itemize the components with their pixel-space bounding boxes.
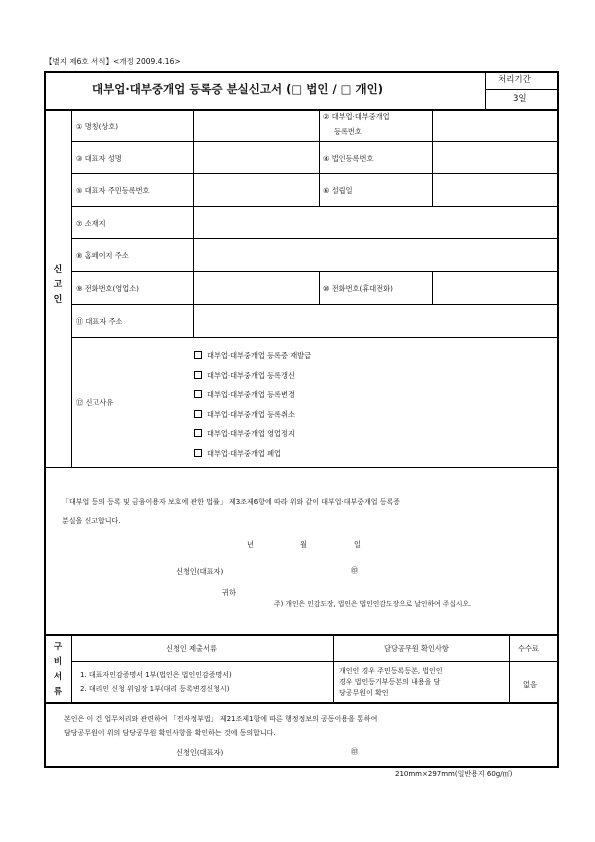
col-fee: 수수료 (518, 644, 539, 653)
checkbox[interactable] (194, 410, 202, 418)
official-check-text: 당공무원이 확인 (339, 689, 389, 697)
doc-item: 2. 대리인 신청 위임장 1부(대리 등록변경신청시) (80, 685, 230, 693)
checkbox[interactable] (194, 390, 202, 398)
official-check-text: 개인인 경우 주민등록등본, 법인인 (339, 667, 443, 675)
divider (432, 110, 433, 207)
reason-label: 대부업·대부중개업 폐업 (207, 448, 282, 458)
side-char: 고 (53, 280, 63, 290)
reason-option[interactable] (194, 346, 311, 366)
input-phone-office[interactable] (195, 273, 317, 303)
side-char: 인 (53, 295, 63, 305)
label-registration-no-2: 등록번호 (334, 127, 362, 136)
input-rep-resident-no[interactable] (195, 175, 317, 205)
row-line (71, 271, 557, 272)
label-name: ① 명칭(상호) (76, 122, 119, 131)
seal-mark: ㊞ (351, 566, 359, 575)
checkbox[interactable] (194, 429, 202, 437)
seal-note: 주) 개인은 인감도장, 법인은 법인인감도장으로 날인하여 주십시오. (274, 600, 472, 608)
row-line (71, 304, 557, 305)
input-phone-mobile[interactable] (434, 273, 556, 303)
label-rep-resident-no: ⑤ 대표자 주민등록번호 (76, 186, 150, 195)
row-line (44, 702, 559, 704)
applicant-label: 신청인(대표자) (176, 567, 224, 576)
label-phone-office: ⑨ 전화번호(영업소) (76, 284, 139, 293)
side-char: 비 (53, 657, 63, 667)
declaration-line-2: 분실을 신고합니다. (62, 517, 121, 525)
divider (509, 635, 510, 703)
input-rep-name[interactable] (195, 143, 317, 172)
border-right (557, 71, 559, 768)
side-char: 류 (53, 687, 63, 697)
border-left (44, 71, 46, 768)
side-label-docs (50, 640, 66, 700)
label-registration-no: ② 대부업·대부중개업 (323, 112, 390, 121)
label-reason: ⑫ 신고사유 (76, 398, 114, 407)
reason-label: 대부업·대부중개업 등록변경 (207, 390, 295, 400)
label-phone-mobile: ⑩ 전화번호(휴대전화) (323, 284, 393, 293)
fee-value: 없음 (523, 680, 537, 689)
divider (319, 271, 320, 304)
input-name[interactable] (195, 112, 317, 140)
divider (193, 110, 194, 337)
divider (485, 89, 557, 90)
divider (485, 71, 486, 110)
divider (71, 635, 72, 703)
processing-value: 3일 (513, 94, 527, 104)
processing-label: 처리기간 (498, 75, 531, 85)
date-day: 일 (354, 540, 361, 549)
divider (44, 109, 559, 111)
row-line (71, 337, 557, 338)
date-year: 년 (247, 540, 254, 549)
input-rep-address[interactable] (195, 306, 556, 336)
input-registration-no[interactable] (434, 112, 556, 140)
label-rep-name: ③ 대표자 성명 (76, 154, 122, 163)
form-title: 대부업·대부중개업 등록증 분실신고서 (□ 법인 / □ 개인) (92, 82, 384, 96)
declaration-line-1: 「대부업 등의 등록 및 금융이용자 보호에 관한 법률」 제3조제6항에 따라 위와 같이 대부업·대부중개업 등록증 (62, 498, 401, 506)
divider (71, 110, 72, 467)
border-top (44, 71, 559, 73)
official-check-text: 경우 법인등기부등본의 내용을 담 (339, 678, 441, 686)
label-corp-reg-no: ④ 법인등록번호 (323, 154, 374, 163)
reason-option[interactable] (194, 444, 311, 464)
row-line (71, 173, 557, 174)
consent-seal: ㊞ (351, 747, 359, 756)
paper-size: 210mm×297mm(일반용지 60g/㎡) (395, 770, 513, 778)
reason-option[interactable] (194, 385, 311, 405)
col-submitted-docs: 신청인 제출서류 (166, 644, 217, 653)
border-bottom (44, 766, 559, 768)
consent-applicant: 신청인(대표자) (176, 748, 224, 757)
label-homepage: ⑧ 홈페이지 주소 (76, 251, 129, 260)
side-char: 서 (53, 672, 63, 682)
input-homepage[interactable] (195, 240, 556, 270)
reason-label: 대부업·대부중개업 영업정지 (207, 429, 295, 439)
label-address: ⑦ 소재지 (76, 219, 106, 228)
input-corp-reg-no[interactable] (434, 143, 556, 172)
divider (319, 110, 320, 207)
label-rep-address: ⑪ 대표자 주소 (76, 317, 123, 326)
row-line (44, 634, 559, 636)
checkbox[interactable] (194, 371, 202, 379)
row-line (71, 238, 557, 239)
row-line (71, 661, 557, 662)
checkbox[interactable] (194, 351, 202, 359)
date-month: 월 (300, 540, 307, 549)
divider (432, 271, 433, 304)
label-established: ⑥ 설립일 (323, 186, 353, 195)
doc-item: 1. 대표자인감증명서 1부(법인은 법인인감증명서) (80, 671, 232, 679)
reason-label: 대부업·대부중개업 등록증 재발급 (207, 351, 312, 360)
reason-label: 대부업·대부중개업 등록갱신 (207, 370, 295, 380)
side-char: 신 (53, 265, 63, 275)
consent-line-2: 담당공무원이 위의 담당공무원 확인사항을 확인하는 것에 동의합니다. (64, 729, 276, 737)
reason-label: 대부업·대부중개업 등록취소 (207, 409, 295, 419)
reason-option[interactable] (194, 424, 311, 444)
row-line (71, 141, 557, 142)
side-char: 구 (53, 642, 63, 652)
divider (333, 635, 334, 703)
consent-line-1: 본인은 이 건 업무처리와 관련하여 「전자정부법」 제21조제1항에 따른 행정정보의 공동이용을 통하여 (64, 715, 378, 723)
addressee: 귀하 (222, 588, 236, 597)
input-established[interactable] (434, 175, 556, 205)
input-address[interactable] (195, 208, 556, 237)
reason-option[interactable] (194, 405, 311, 425)
row-line (44, 467, 559, 468)
reason-list (194, 346, 311, 464)
col-official-check: 담당공무원 확인사항 (384, 644, 449, 653)
row-line (71, 206, 557, 207)
checkbox[interactable] (194, 449, 202, 457)
form-number: 【별지 제6호 서식】<개정 2009.4.16> (45, 57, 181, 66)
side-label-applicant (50, 263, 66, 308)
reason-option[interactable] (194, 366, 311, 386)
